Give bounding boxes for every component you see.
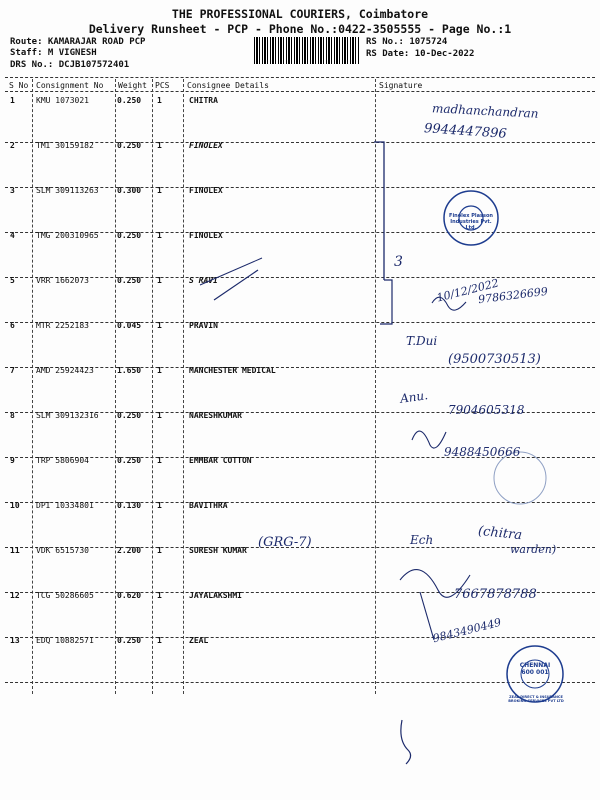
row-pcs: 1 [157, 186, 162, 195]
row-weight: 2.200 [117, 546, 142, 555]
column-header-consignee: Consignee Details [187, 81, 269, 90]
company-stamp [512, 662, 558, 676]
handwritten-note: (GRG-7) [258, 535, 312, 550]
stamp-pin: 600 001 [521, 669, 549, 676]
handwritten-name: madhanchandran [431, 101, 539, 121]
route-label: Route: KAMARAJAR ROAD PCP [10, 37, 146, 47]
row-consignment: DPI 10334801 [36, 501, 94, 510]
row-consignee: FINOLEX [189, 186, 223, 195]
handwritten-name: Ech [410, 533, 434, 547]
row-sno: 3 [10, 186, 15, 195]
row-consignment: VDK 6515730 [36, 546, 89, 555]
column-header-sno: S No [9, 81, 29, 90]
row-consignment: SLM 309113263 [36, 186, 99, 195]
row-sno: 10 [10, 501, 20, 510]
row-consignee: NARESHKUMAR [189, 411, 242, 420]
row-weight: 1.650 [117, 366, 142, 375]
row-consignee: MANCHESTER MEDICAL [189, 366, 276, 375]
row-sno: 4 [10, 231, 15, 240]
row-consignment: KMU 1073021 [36, 96, 89, 105]
row-consignee: JAYALAKSHMI [189, 591, 242, 600]
row-consignment: TCG 50286605 [36, 591, 94, 600]
handwritten-phone: (9500730513) [448, 352, 541, 367]
runsheet-subtitle: Delivery Runsheet - PCP - Phone No.:0422-3505555 - Page No.:1 [88, 22, 512, 36]
row-consignment: TMI 30159182 [36, 141, 94, 150]
handwritten-note: (chitra [477, 523, 523, 544]
row-pcs: 1 [157, 501, 162, 510]
row-pcs: 1 [157, 96, 162, 105]
column-header-pcs: PCS [155, 81, 170, 90]
row-consignment: TRP 5806904 [36, 456, 89, 465]
handwritten-mark: 3 [394, 254, 403, 270]
row-pcs: 1 [157, 321, 162, 330]
row-sno: 7 [10, 366, 15, 375]
column-header-weight: Weight [118, 81, 147, 90]
row-weight: 0.250 [117, 411, 142, 420]
row-consignee: S RAVI [189, 276, 218, 285]
handwritten-name: T.Dui [406, 334, 438, 348]
handwritten-note: warden) [510, 543, 557, 556]
handwritten-phone: 9843490449 [431, 615, 503, 646]
row-weight: 0.250 [117, 276, 142, 285]
stamp-ring-text: ZEAL DIRECT & INSURANCE BROKING SERVICES PVT LTD [508, 695, 564, 703]
stamp-city: CHENNAI [519, 662, 551, 669]
handwritten-name: Anu. [399, 388, 429, 406]
rs-date: RS Date: 10-Dec-2022 [366, 49, 475, 59]
row-pcs: 1 [157, 141, 162, 150]
row-pcs: 1 [157, 411, 162, 420]
row-sno: 6 [10, 321, 15, 330]
row-weight: 0.250 [117, 456, 142, 465]
handwritten-phone: 7667878788 [454, 587, 537, 602]
row-consignee: FINOLEX [189, 231, 223, 240]
row-pcs: 1 [157, 546, 162, 555]
row-sno: 12 [10, 591, 20, 600]
row-pcs: 1 [157, 636, 162, 645]
row-consignment: AMD 25924423 [36, 366, 94, 375]
drs-number: DRS No.: DCJB107572401 [10, 60, 130, 70]
row-sno: 9 [10, 456, 15, 465]
row-consignee: SURESH KUMAR [189, 546, 247, 555]
row-pcs: 1 [157, 231, 162, 240]
row-weight: 0.620 [117, 591, 142, 600]
row-weight: 0.250 [117, 231, 142, 240]
row-consignment: TMG 200310965 [36, 231, 99, 240]
row-sno: 8 [10, 411, 15, 420]
row-consignment: MTR 2252183 [36, 321, 89, 330]
row-consignee: ZEAL [189, 636, 209, 645]
row-sno: 11 [10, 546, 20, 555]
row-consignment: SLM 309132316 [36, 411, 99, 420]
row-pcs: 1 [157, 366, 162, 375]
handwritten-phone: 9944447896 [423, 121, 508, 142]
handwritten-phone: 7904605318 [448, 403, 525, 417]
row-consignment: EDQ 10882571 [36, 636, 94, 645]
staff-label: Staff: M VIGNESH [10, 48, 97, 58]
row-sno: 13 [10, 636, 20, 645]
row-consignee: BAVITHRA [189, 501, 228, 510]
row-pcs: 1 [157, 456, 162, 465]
column-header-signature: Signature [379, 81, 423, 90]
row-weight: 0.250 [117, 636, 142, 645]
row-pcs: 1 [157, 276, 162, 285]
row-sno: 5 [10, 276, 15, 285]
company-title: THE PROFESSIONAL COURIERS, Coimbatore [171, 7, 429, 21]
row-weight: 0.130 [117, 501, 142, 510]
handwritten-phone: 9488450666 [444, 445, 521, 459]
rs-number: RS No.: 1075724 [366, 37, 448, 47]
company-stamp: Finolex Plasson Industries Pvt. Ltd. [449, 213, 493, 231]
column-header-consignment: Consignment No [36, 81, 104, 90]
handwritten-date: 10/12/2022 [435, 276, 501, 305]
row-consignee: PRAVIN [189, 321, 218, 330]
row-weight: 0.300 [117, 186, 142, 195]
row-sno: 2 [10, 141, 15, 150]
row-consignee: EMMBAR COTTON [189, 456, 252, 465]
row-weight: 0.250 [117, 96, 142, 105]
row-consignment: VRR 1662073 [36, 276, 89, 285]
row-consignee: CHITRA [189, 96, 218, 105]
row-consignee: FINOLEX [189, 141, 223, 150]
handwritten-phone: 9786326699 [477, 284, 549, 307]
row-weight: 0.250 [117, 141, 142, 150]
row-pcs: 1 [157, 591, 162, 600]
row-sno: 1 [10, 96, 15, 105]
row-weight: 0.045 [117, 321, 142, 330]
